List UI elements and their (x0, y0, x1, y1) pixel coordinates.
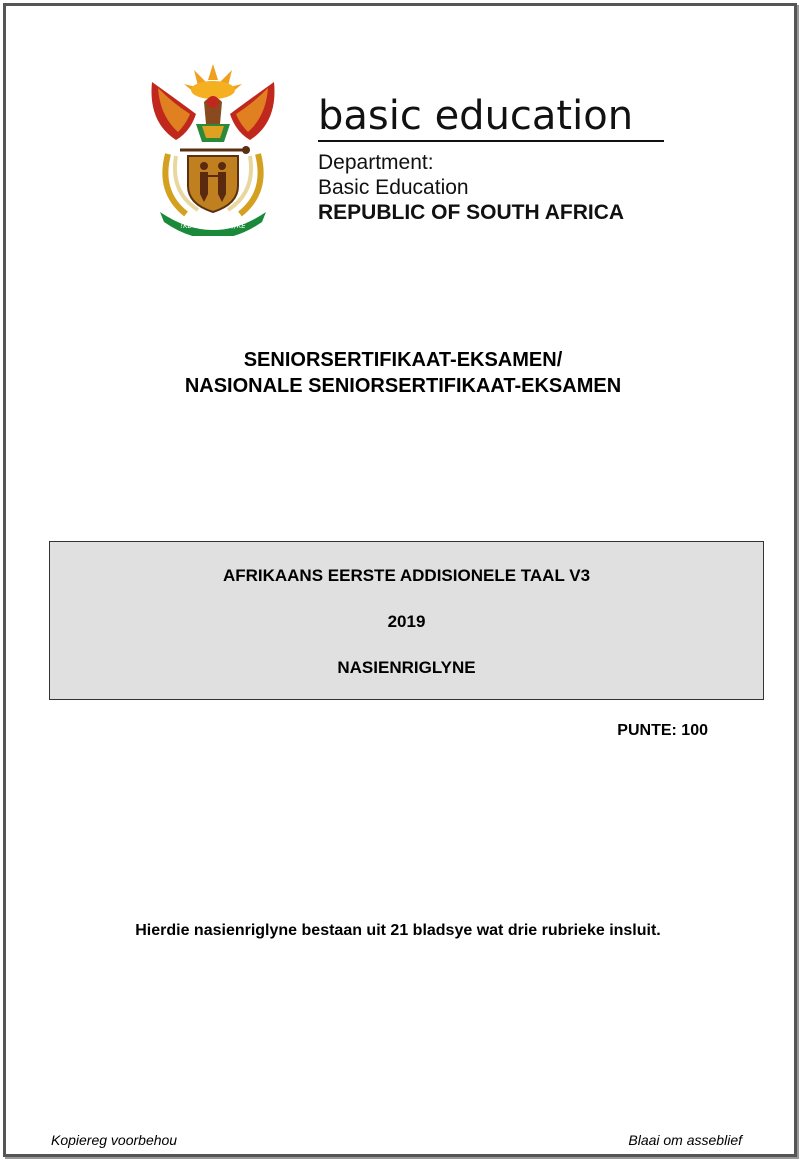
exam-heading-line1: SENIORSERTIFIKAAT-EKSAMEN/ (243, 349, 563, 371)
page-frame (3, 3, 797, 1157)
pages-note: Hierdie nasienriglyne bestaan uit 21 bladsye wat drie rubrieke insluit. (135, 922, 661, 939)
turn-over-footer: Blaai om asseblief (628, 1132, 742, 1148)
exam-heading (6, 347, 800, 399)
subject-title: AFRIKAANS EERSTE ADDISIONELE TAAL V3 (222, 566, 591, 585)
subject-box (49, 541, 764, 700)
document-type: NASIENRIGLYNE (337, 658, 476, 677)
department-name: Basic Education (318, 176, 469, 199)
exam-heading-line2: NASIONALE SENIORSERTIFIKAAT-EKSAMEN (184, 375, 622, 397)
brand-block (318, 92, 666, 226)
coat-of-arms-icon (146, 62, 280, 236)
brand-title: basic education (318, 93, 634, 139)
total-marks: PUNTE: 100 (617, 722, 708, 739)
republic-label: REPUBLIC OF SOUTH AFRICA (318, 201, 625, 224)
copyright-footer: Kopiereg voorbehou (51, 1132, 178, 1148)
exam-year: 2019 (387, 612, 426, 631)
crest-motto: !KE E: /XARRA //KE (180, 222, 246, 230)
brand-divider (318, 140, 664, 142)
department-label: Department: (318, 151, 434, 174)
